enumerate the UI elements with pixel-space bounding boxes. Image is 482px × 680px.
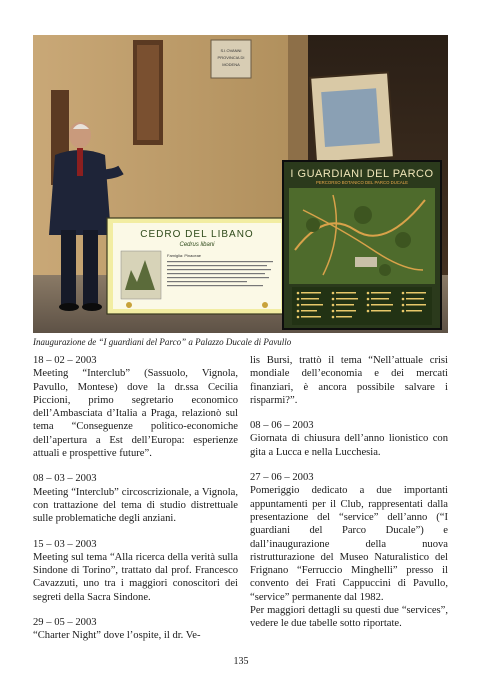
event-date: 18 – 02 – 2003 [33,355,97,366]
event-text: Giornata di chiusura dell’anno lionistico con gita a Lucca e nella Lucchesia. [250,433,448,458]
photo-caption: Inaugurazione de “I guardiani del Parco” a Palazzo Ducale di Pavullo [33,337,292,347]
right-column [250,354,448,643]
event-date: 29 – 05 – 2003 [33,617,97,629]
event-text: Meeting “Interclub” circoscrizionale, a Vignola, con trattazione del tema di studio distrettuale sulle problematiche degli anziani. [33,486,238,525]
event-date: 08 – 03 – 2003 [33,473,97,485]
event-entry [33,538,238,604]
wall-plaque [211,40,251,78]
left-column [33,354,238,655]
event-text: lis Bursi, trattò il tema “Nell’attuale crisi mondiale dell’economia e dei mercati finanziari, è ancora possibile salvare i risparmi?”. [250,355,448,406]
svg-text:MODENA: MODENA [222,62,240,67]
svg-text:S.I.OVANNI: S.I.OVANNI [220,48,242,53]
event-entry [33,354,238,460]
sign-guardiani-del-parco [283,161,441,329]
event-entry [33,616,238,643]
event-entry [250,354,448,407]
sign-cedro-del-libano [107,218,287,314]
event-entry [250,471,448,631]
svg-text:Famiglia: Pinaceae: Famiglia: Pinaceae [167,253,202,258]
svg-text:PROVINCIA DI: PROVINCIA DI [217,55,245,60]
event-text: Meeting “Interclub” (Sassuolo, Vignola, Pavullo, Montese) dove la dr.ssa Cecilia Piccioni, primo segretario economico dell’Ambasciata d’Italia a Praga, relazionò sul tema “Conseguenze politico-economiche dell’apertura a Est dell’Europa: esperienze attuali e prospettive future”. [33,368,238,460]
event-photo [33,35,448,333]
event-text: “Charter Night” dove l’ospite, il dr. Ve- [33,630,201,642]
svg-text:PERCORSO BOTANICO DEL PARCO DU: PERCORSO BOTANICO DEL PARCO DUCALE [315,180,409,185]
event-entry [250,419,448,459]
event-date: 08 – 06 – 2003 [250,420,314,432]
page-number: 135 [233,656,249,667]
event-extra-text: Per maggiori dettagli su questi due “services”, vedere le due tabelle sotto riportate. [250,605,448,630]
svg-text:CEDRO DEL LIBANO: CEDRO DEL LIBANO [140,229,254,240]
svg-text:I GUARDIANI DEL PARCO: I GUARDIANI DEL PARCO [290,168,434,180]
event-text: Pomeriggio dedicato a due importanti appuntamenti per il Club, rappresentati dalla presentazione del “service” dell’anno (“I guardiani del Parco Ducale”) e dall’inaugurazione della nuova ristrutturazione del Museo Naturalistico del Frignano “Ferruccio Minghelli” presso il convento dei Frati Cappuccini di Pavullo, “service” permanente dal 1982. [250,485,448,603]
event-date: 27 – 06 – 2003 [250,472,314,484]
event-text: Meeting sul tema “Alla ricerca della verità sulla Sindone di Torino”, trattato dal prof. Francesco Cavazzuti, uno tra i maggiori conoscitori dei segreti della Sacra Sindone. [33,551,238,603]
photo-scene [33,35,448,333]
svg-text:Cedrus libani: Cedrus libani [179,242,215,248]
event-entry [33,472,238,525]
event-date: 15 – 03 – 2003 [33,538,97,550]
